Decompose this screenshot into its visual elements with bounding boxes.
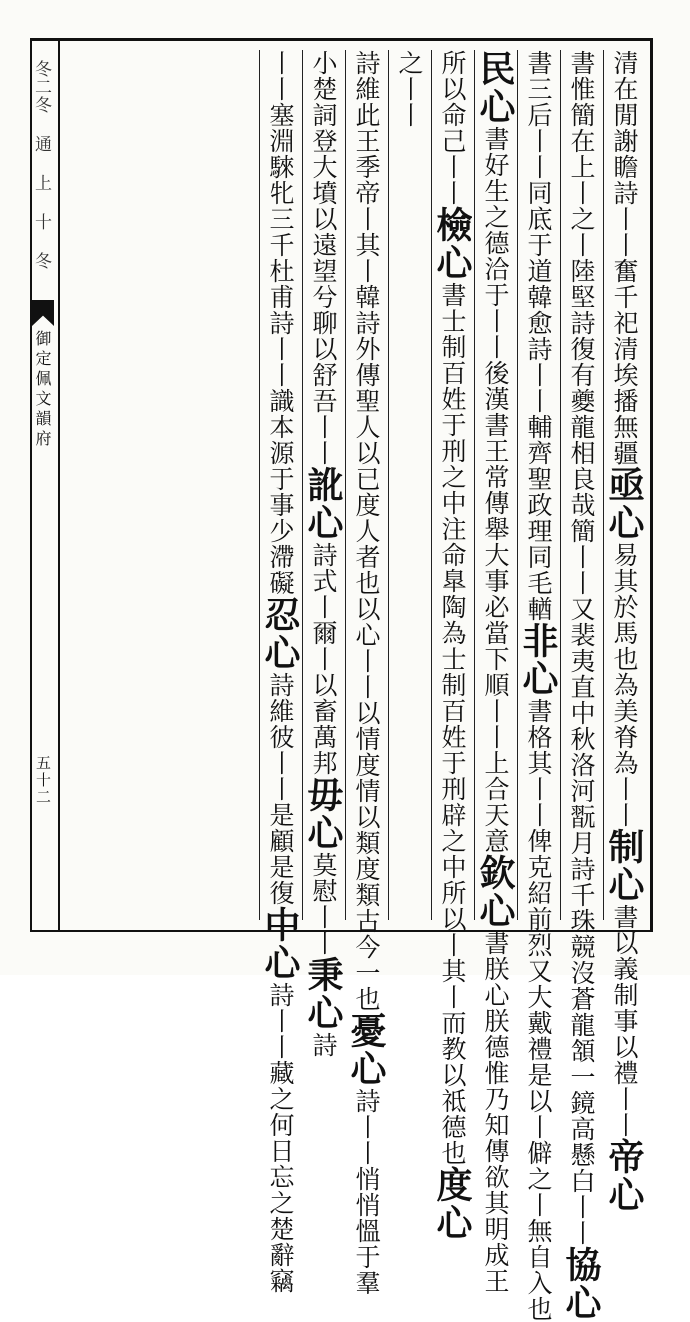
headword: 欽心 xyxy=(474,854,516,930)
text-column-6 xyxy=(388,50,429,920)
entry-text: 詩維彼丨丨是顧是復 xyxy=(266,672,295,906)
column-text xyxy=(517,50,559,1322)
frame-top-border xyxy=(30,38,652,41)
entry-text: 小楚詞登大墳以遠望兮聊以舒吾丨丨 xyxy=(309,50,338,466)
headword: 民心 xyxy=(474,50,516,126)
entry-text: 書好生之德洽于丨丨後漢書王常傳舉大事必當下順丨丨上合天意 xyxy=(481,126,510,854)
entry-text: 書惟簡在上丨之丨陸堅詩復有夔龍相良哉簡丨丨又裴夷直中秋洛河翫月詩千珠競沒蒼龍頷一鏡高懸白丨丨 xyxy=(567,50,596,1246)
entry-text: 書以義制事以禮丨丨 xyxy=(610,904,639,1138)
column-text xyxy=(302,50,344,1058)
headword: 中心 xyxy=(259,906,301,982)
text-column-5 xyxy=(431,50,473,1242)
entry-text: 易其於馬也為美脊為丨丨 xyxy=(610,542,639,828)
headword: 毋心 xyxy=(302,776,344,852)
headword: 亟心 xyxy=(603,466,645,542)
entry-text: 詩 xyxy=(309,1032,338,1058)
page-number: 五十二 xyxy=(34,755,52,806)
headword: 秉心 xyxy=(302,956,344,1032)
column-text xyxy=(431,50,473,1242)
headword: 憂心 xyxy=(345,1012,387,1088)
entry-text: 莫慰丨丨 xyxy=(309,852,338,956)
headword: 帝心 xyxy=(603,1138,645,1214)
headword: 制心 xyxy=(603,828,645,904)
section-title: 冬二冬 通 上 十 冬 xyxy=(31,60,51,270)
text-column-4 xyxy=(474,50,516,1294)
entry-text: 丨丨塞淵騋牝三千杜甫詩丨丨識本源于事少滯礙 xyxy=(266,50,295,596)
column-text xyxy=(474,50,516,1294)
frame-right-border xyxy=(650,38,653,932)
column-text xyxy=(560,50,602,1322)
entry-text: 詩丨丨悄悄慍于羣 xyxy=(352,1088,381,1296)
text-column-1 xyxy=(603,50,645,1214)
headword: 忍心 xyxy=(259,596,301,672)
column-text xyxy=(391,50,427,128)
text-column-2 xyxy=(560,50,602,1322)
headword: 協心 xyxy=(560,1246,602,1322)
entry-text: 書朕心朕德惟乃知傳欲其明成王 xyxy=(481,930,510,1294)
text-column-7 xyxy=(345,50,387,1296)
entry-text: 清在閒謝瞻詩丨丨奮千祀清埃播無疆 xyxy=(610,50,639,466)
headword: 訛心 xyxy=(302,466,344,542)
entry-text: 之丨丨 xyxy=(395,50,424,128)
entry-text: 所以命己丨丨 xyxy=(438,50,467,206)
text-column-8 xyxy=(302,50,344,1058)
book-title: 御定佩文韻府 xyxy=(33,330,52,450)
headword: 度心 xyxy=(431,1166,473,1242)
entry-text: 書格其丨丨俾克紹前烈又大戴禮是以丨僻之丨無自入也 xyxy=(524,698,553,1322)
headword: 非心 xyxy=(517,622,559,698)
headword: 檢心 xyxy=(431,206,473,282)
entry-text: 書士制百姓于刑之中注命臯陶為士制百姓于刑辟之中所以丨其丨而教以祗德也 xyxy=(438,282,467,1166)
column-text xyxy=(345,50,387,1296)
frame-bottom-border xyxy=(30,930,652,932)
text-column-9 xyxy=(259,50,301,1294)
entry-text: 書三后丨丨同底于道韓愈詩丨丨輔齊聖政理同毛輶 xyxy=(524,50,553,622)
entry-text: 詩丨丨藏之何日忘之楚辭竊 xyxy=(266,982,295,1294)
entry-text: 詩式丨爾丨以畜萬邦 xyxy=(309,542,338,776)
column-text xyxy=(259,50,301,1294)
text-column-3 xyxy=(517,50,559,1322)
entry-text: 詩維此王季帝丨其丨韓詩外傳聖人以已度人者也以心丨丨以情度情以類度類古今一也 xyxy=(352,50,381,1012)
column-text xyxy=(603,50,645,1214)
